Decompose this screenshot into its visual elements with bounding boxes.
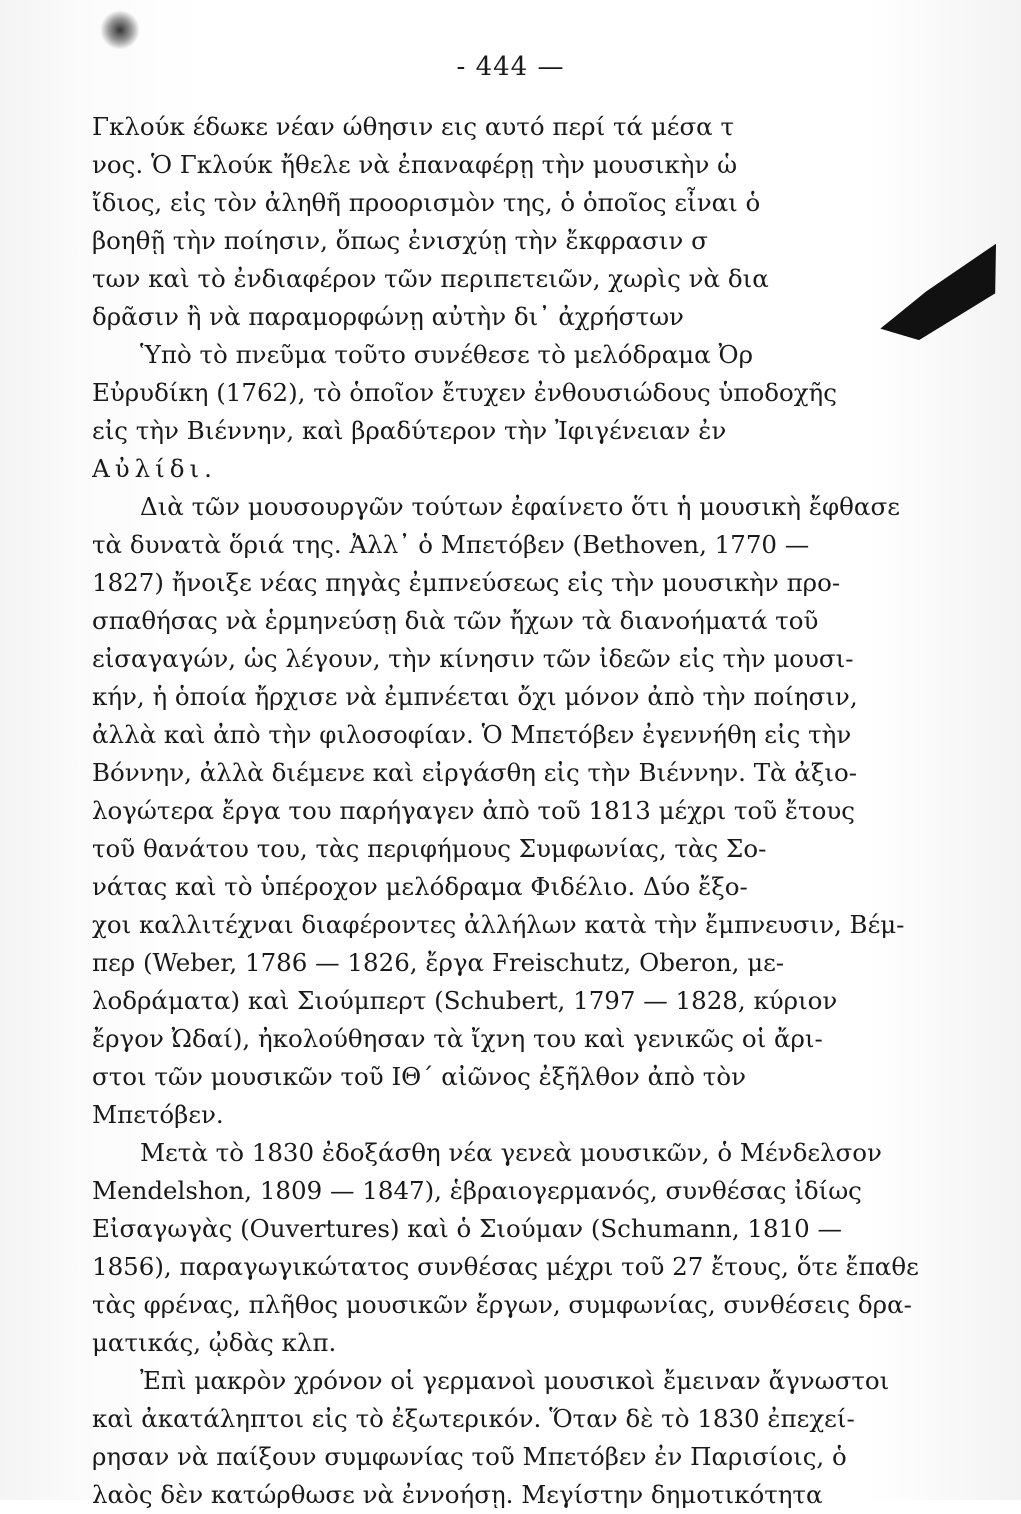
text-line: Εἰσαγωγὰς (Ouvertures) καὶ ὁ Σιούμαν (Schumann, 1810 —: [92, 1214, 843, 1243]
text-line: σπαθήσας νὰ ἑρμηνεύσῃ διὰ τῶν ἤχων τὰ διανοήματά τοῦ: [92, 606, 819, 635]
page-number: - 444 —: [456, 52, 565, 82]
text-line: των καὶ τὸ ἐνδιαφέρον τῶν περιπετειῶν, χωρὶς νὰ δια: [92, 264, 769, 293]
text-line: Βόννην, ἀλλὰ διέμενε καὶ εἰργάσθη εἰς τὴν Βιέννην. Τὰ ἀξιο-: [92, 758, 858, 787]
text-line: λογώτερα ἔργα του παρήγαγεν ἀπὸ τοῦ 1813 μέχρι τοῦ ἔτους: [92, 796, 855, 825]
text-line: λοδράματα) καὶ Σιούμπερτ (Schubert, 1797 — 1828, κύριον: [92, 986, 838, 1015]
text-line: Αὐλίδι.: [92, 454, 217, 483]
text-line: χοι καλλιτέχναι διαφέροντες ἀλλήλων κατὰ τὴν ἔμπνευσιν, Βέμ-: [92, 910, 905, 939]
text-line: Ὑπὸ τὸ πνεῦμα τοῦτο συνέθεσε τὸ μελόδραμα Ὀρ: [140, 340, 753, 369]
text-line: τοῦ θανάτου του, τὰς περιφήμους Συμφωνίας, τὰς Σο-: [92, 834, 767, 863]
text-line: Γκλούκ έδωκε νέαν ώθησιν εις αυτό περί τά μέσα τ: [92, 112, 735, 141]
text-line: Mendelshon, 1809 — 1847), ἑβραιογερμανός, συνθέσας ἰδίως: [92, 1176, 862, 1205]
text-line: Μετὰ τὸ 1830 ἐδοξάσθη νέα γενεὰ μουσικῶν, ὁ Μένδελσον: [140, 1138, 882, 1167]
text-line: Μπετόβεν.: [92, 1100, 224, 1129]
text-line: στοι τῶν μουσικῶν τοῦ ΙΘ΄ αἰῶνος ἐξῆλθον ἀπὸ τὸν: [92, 1062, 746, 1091]
text-line: εἰς τὴν Βιέννην, καὶ βραδύτερον τὴν Ἰφιγένειαν ἐν: [92, 416, 727, 445]
text-line: ἔργον Ὠδαί), ἠκολούθησαν τὰ ἴχνη του καὶ γενικῶς οἱ ἄρι-: [92, 1024, 823, 1053]
body-text: [92, 108, 962, 1514]
text-line: δρᾶσιν ἢ νὰ παραμορφώνῃ αὐτὴν δι᾽ ἀχρήστων: [92, 302, 684, 331]
text-line: ἀλλὰ καὶ ἀπὸ τὴν φιλοσοφίαν. Ὁ Μπετόβεν ἐγεννήθη εἰς τὴν: [92, 720, 852, 749]
text-line: 1856), παραγωγικώτατος συνθέσας μέχρι τοῦ 27 ἔτους, ὅτε ἔπαθε: [92, 1252, 919, 1281]
text-line: Ἐπὶ μακρὸν χρόνον οἱ γερμανοὶ μουσικοὶ ἔμειναν ἄγνωστοι: [140, 1366, 890, 1395]
text-line: Εὐρυδίκη (1762), τὸ ὁποῖον ἔτυχεν ἐνθουσιώδους ὑποδοχῆς: [92, 378, 837, 407]
text-line: λαὸς δὲν κατώρθωσε νὰ ἐννοήσῃ. Μεγίστην δημοτικότητα: [92, 1480, 823, 1509]
text-line: καὶ ἀκατάληπτοι εἰς τὸ ἐξωτερικόν. Ὅταν δὲ τὸ 1830 ἐπεχεί-: [92, 1404, 855, 1433]
text-line: βοηθῇ τὴν ποίησιν, ὅπως ἐνισχύῃ τὴν ἔκφρασιν σ: [92, 226, 708, 255]
text-line: εἰσαγαγών, ὡς λέγουν, τὴν κίνησιν τῶν ἰδεῶν εἰς τὴν μουσι-: [92, 644, 854, 673]
text-line: νάτας καὶ τὸ ὑπέροχον μελόδραμα Φιδέλιο. Δύο ἔξο-: [92, 872, 748, 901]
text-line: τὰς φρένας, πλῆθος μουσικῶν ἔργων, συμφωνίας, συνθέσεις δρα-: [92, 1290, 912, 1319]
text-line: ματικάς, ᾠδὰς κλπ.: [92, 1328, 337, 1357]
text-line: περ (Weber, 1786 — 1826, ἔργα Freischutz, Oberon, με-: [92, 948, 785, 977]
text-line: ρησαν νὰ παίξουν συμφωνίας τοῦ Μπετόβεν ἐν Παρισίοις, ὁ: [92, 1442, 847, 1471]
text-line: νος. Ὁ Γκλούκ ἤθελε νὰ ἐπαναφέρῃ τὴν μουσικὴν ὡ: [92, 150, 738, 179]
text-line: ἴδιος, εἰς τὸν ἀληθῆ προορισμὸν της, ὁ ὁποῖος εἶναι ὁ: [92, 188, 761, 217]
ink-smudge: [100, 10, 140, 50]
text-line: 1827) ἤνοιξε νέας πηγὰς ἐμπνεύσεως εἰς τὴν μουσικὴν προ-: [92, 568, 841, 597]
text-line: Διὰ τῶν μουσουργῶν τούτων ἐφαίνετο ὅτι ἡ μουσικὴ ἔφθασε: [140, 492, 900, 521]
text-line: τὰ δυνατὰ ὅριά της. Ἀλλ᾽ ὁ Μπετόβεν (Bethoven, 1770 —: [92, 530, 810, 559]
text-line: κήν, ἡ ὁποία ἤρχισε νὰ ἐμπνέεται ὄχι μόνον ἀπὸ τὴν ποίησιν,: [92, 682, 858, 711]
